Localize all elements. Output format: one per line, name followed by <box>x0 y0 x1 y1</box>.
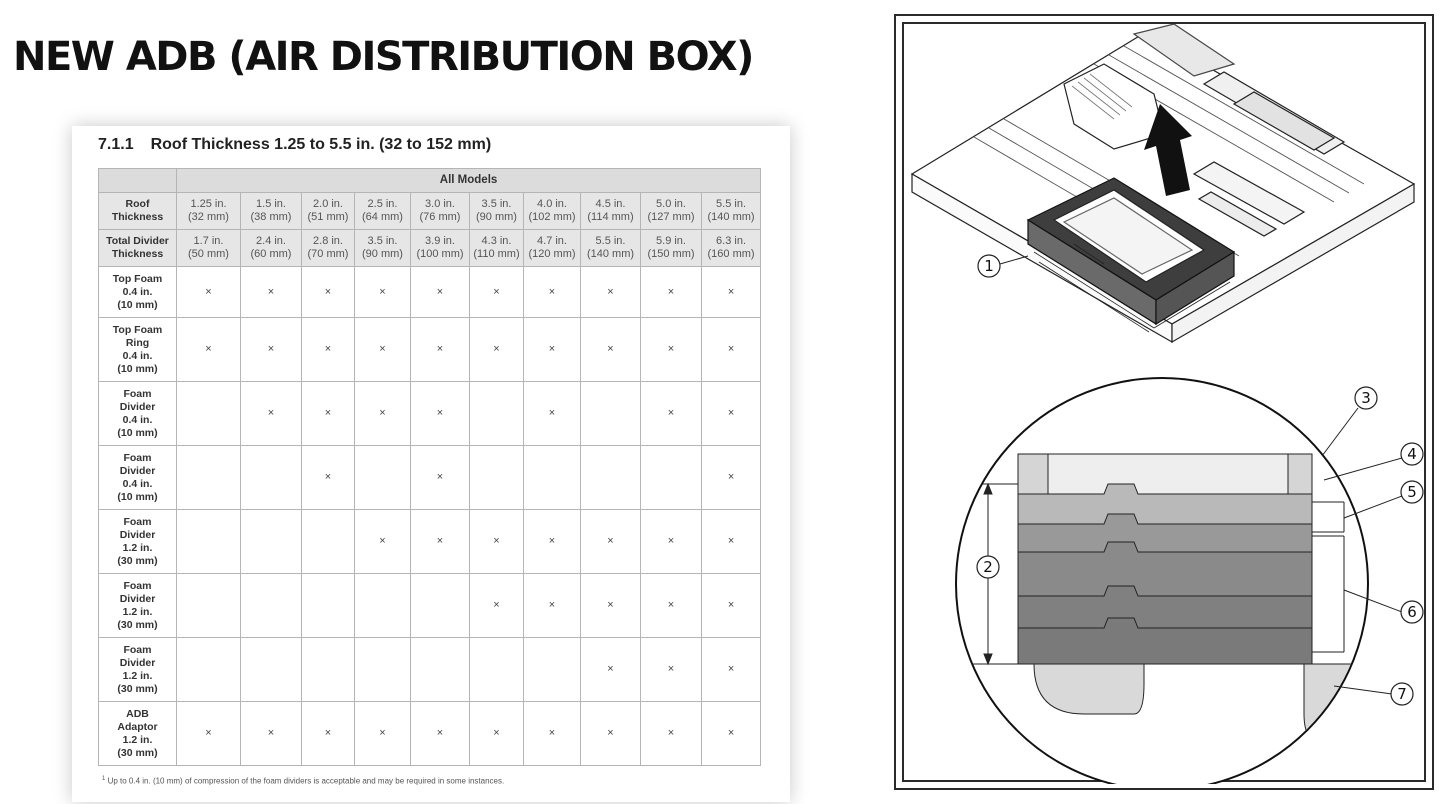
empty-cell <box>470 446 524 510</box>
check-mark-cell: × <box>470 574 524 638</box>
check-mark-cell: × <box>524 267 581 318</box>
roof-thickness-value: 4.5 in. (114 mm) <box>581 193 641 230</box>
check-mark-cell: × <box>411 267 470 318</box>
roof-thickness-value: 1.5 in. (38 mm) <box>241 193 302 230</box>
divider-thickness-value: 3.9 in. (100 mm) <box>411 230 470 267</box>
check-mark-cell: × <box>702 318 761 382</box>
empty-cell <box>177 382 241 446</box>
check-mark-cell: × <box>702 702 761 766</box>
figure-border <box>902 22 1426 782</box>
table-row <box>99 446 761 510</box>
check-mark-cell: × <box>177 702 241 766</box>
svg-text:1: 1 <box>984 257 994 275</box>
check-mark-cell: × <box>470 510 524 574</box>
empty-cell <box>641 446 702 510</box>
check-mark-cell: × <box>702 510 761 574</box>
callout-2 <box>977 556 999 578</box>
svg-text:7: 7 <box>1397 685 1407 703</box>
row-label: Foam Divider 1.2 in. (30 mm) <box>99 510 177 574</box>
divider-thickness-value: 4.3 in. (110 mm) <box>470 230 524 267</box>
check-mark-cell: × <box>302 382 355 446</box>
check-mark-cell: × <box>411 702 470 766</box>
check-mark-cell: × <box>177 318 241 382</box>
table-row <box>99 382 761 446</box>
check-mark-cell: × <box>355 382 411 446</box>
row-label: Foam Divider 1.2 in. (30 mm) <box>99 638 177 702</box>
empty-cell <box>177 574 241 638</box>
installation-figure <box>894 14 1434 790</box>
empty-cell <box>581 446 641 510</box>
empty-cell <box>241 638 302 702</box>
divider-thickness-row <box>99 230 761 267</box>
check-mark-cell: × <box>524 510 581 574</box>
check-mark-cell: × <box>581 510 641 574</box>
check-mark-cell: × <box>702 382 761 446</box>
divider-thickness-value: 5.9 in. (150 mm) <box>641 230 702 267</box>
divider-thickness-value: 3.5 in. (90 mm) <box>355 230 411 267</box>
roof-thickness-value: 1.25 in. (32 mm) <box>177 193 241 230</box>
check-mark-cell: × <box>411 382 470 446</box>
empty-cell <box>355 574 411 638</box>
roof-thickness-value: 3.5 in. (90 mm) <box>470 193 524 230</box>
callout-3 <box>1322 387 1377 456</box>
check-mark-cell: × <box>177 267 241 318</box>
check-mark-cell: × <box>302 446 355 510</box>
check-mark-cell: × <box>641 382 702 446</box>
check-mark-cell: × <box>241 267 302 318</box>
check-mark-cell: × <box>702 267 761 318</box>
check-mark-cell: × <box>470 318 524 382</box>
check-mark-cell: × <box>641 318 702 382</box>
check-mark-cell: × <box>411 446 470 510</box>
section-heading <box>98 136 491 154</box>
empty-cell <box>524 446 581 510</box>
roof-thickness-value: 2.0 in. (51 mm) <box>302 193 355 230</box>
check-mark-cell: × <box>581 318 641 382</box>
empty-cell <box>177 638 241 702</box>
svg-text:3: 3 <box>1361 389 1371 407</box>
check-mark-cell: × <box>641 574 702 638</box>
empty-cell <box>241 510 302 574</box>
table-row <box>99 702 761 766</box>
check-mark-cell: × <box>411 510 470 574</box>
roof-thickness-table <box>98 168 761 766</box>
check-mark-cell: × <box>524 574 581 638</box>
empty-cell <box>581 382 641 446</box>
check-mark-cell: × <box>302 318 355 382</box>
table-body <box>99 267 761 766</box>
document-page <box>72 126 790 802</box>
roof-thickness-row <box>99 193 761 230</box>
svg-text:4: 4 <box>1407 445 1417 463</box>
divider-thickness-value: 6.3 in. (160 mm) <box>702 230 761 267</box>
check-mark-cell: × <box>641 510 702 574</box>
svg-text:5: 5 <box>1407 483 1417 501</box>
adb-illustration <box>904 24 1428 784</box>
divider-thickness-value: 1.7 in. (50 mm) <box>177 230 241 267</box>
check-mark-cell: × <box>241 702 302 766</box>
check-mark-cell: × <box>581 702 641 766</box>
check-mark-cell: × <box>241 318 302 382</box>
section-number: 7.1.1 <box>98 136 134 153</box>
roof-thickness-value: 2.5 in. (64 mm) <box>355 193 411 230</box>
section-title: Roof Thickness 1.25 to 5.5 in. (32 to 152 mm) <box>150 136 492 153</box>
check-mark-cell: × <box>581 574 641 638</box>
divider-thickness-value: 2.4 in. (60 mm) <box>241 230 302 267</box>
divider-thickness-value: 5.5 in. (140 mm) <box>581 230 641 267</box>
corner-cell <box>99 169 177 193</box>
row-label: Foam Divider 0.4 in. (10 mm) <box>99 446 177 510</box>
empty-cell <box>302 574 355 638</box>
check-mark-cell: × <box>470 267 524 318</box>
slide-title: NEW ADB (AIR DISTRIBUTION BOX) <box>13 34 753 80</box>
check-mark-cell: × <box>524 382 581 446</box>
check-mark-cell: × <box>411 318 470 382</box>
row-label: Foam Divider 0.4 in. (10 mm) <box>99 382 177 446</box>
roof-thickness-value: 4.0 in. (102 mm) <box>524 193 581 230</box>
empty-cell <box>177 510 241 574</box>
row-label: ADB Adaptor 1.2 in. (30 mm) <box>99 702 177 766</box>
check-mark-cell: × <box>302 702 355 766</box>
check-mark-cell: × <box>702 574 761 638</box>
check-mark-cell: × <box>581 638 641 702</box>
divider-thickness-value: 2.8 in. (70 mm) <box>302 230 355 267</box>
check-mark-cell: × <box>641 267 702 318</box>
callout-4 <box>1324 443 1423 480</box>
table-row <box>99 510 761 574</box>
check-mark-cell: × <box>302 267 355 318</box>
empty-cell <box>302 510 355 574</box>
check-mark-cell: × <box>641 702 702 766</box>
check-mark-cell: × <box>355 702 411 766</box>
table-row <box>99 638 761 702</box>
check-mark-cell: × <box>355 318 411 382</box>
check-mark-cell: × <box>524 702 581 766</box>
empty-cell <box>355 446 411 510</box>
check-mark-cell: × <box>241 382 302 446</box>
check-mark-cell: × <box>355 267 411 318</box>
roof-thickness-value: 3.0 in. (76 mm) <box>411 193 470 230</box>
empty-cell <box>411 574 470 638</box>
callout-7 <box>1334 683 1413 705</box>
all-models-header: All Models <box>177 169 761 193</box>
row-label: Top Foam Ring 0.4 in. (10 mm) <box>99 318 177 382</box>
empty-cell <box>524 638 581 702</box>
svg-text:2: 2 <box>983 558 993 576</box>
check-mark-cell: × <box>524 318 581 382</box>
check-mark-cell: × <box>355 510 411 574</box>
svg-text:6: 6 <box>1407 603 1417 621</box>
empty-cell <box>470 382 524 446</box>
divider-thickness-label: Total Divider Thickness <box>99 230 177 267</box>
empty-cell <box>177 446 241 510</box>
check-mark-cell: × <box>581 267 641 318</box>
check-mark-cell: × <box>702 446 761 510</box>
table-row <box>99 318 761 382</box>
footnote: $^1$ Up to 0.4 in. (10 mm) of compression of the foam dividers is acceptable and may be required in some instances. <box>102 776 505 786</box>
empty-cell <box>355 638 411 702</box>
table-row <box>99 574 761 638</box>
empty-cell <box>241 446 302 510</box>
check-mark-cell: × <box>641 638 702 702</box>
roof-thickness-value: 5.0 in. (127 mm) <box>641 193 702 230</box>
callout-1 <box>978 255 1028 277</box>
table-row <box>99 267 761 318</box>
check-mark-cell: × <box>702 638 761 702</box>
empty-cell <box>411 638 470 702</box>
empty-cell <box>470 638 524 702</box>
empty-cell <box>302 638 355 702</box>
row-label: Foam Divider 1.2 in. (30 mm) <box>99 574 177 638</box>
magnified-detail-view <box>934 378 1423 784</box>
roof-thickness-label: Roof Thickness <box>99 193 177 230</box>
roof-thickness-value: 5.5 in. (140 mm) <box>702 193 761 230</box>
divider-thickness-value: 4.7 in. (120 mm) <box>524 230 581 267</box>
empty-cell <box>241 574 302 638</box>
row-label: Top Foam 0.4 in. (10 mm) <box>99 267 177 318</box>
check-mark-cell: × <box>470 702 524 766</box>
